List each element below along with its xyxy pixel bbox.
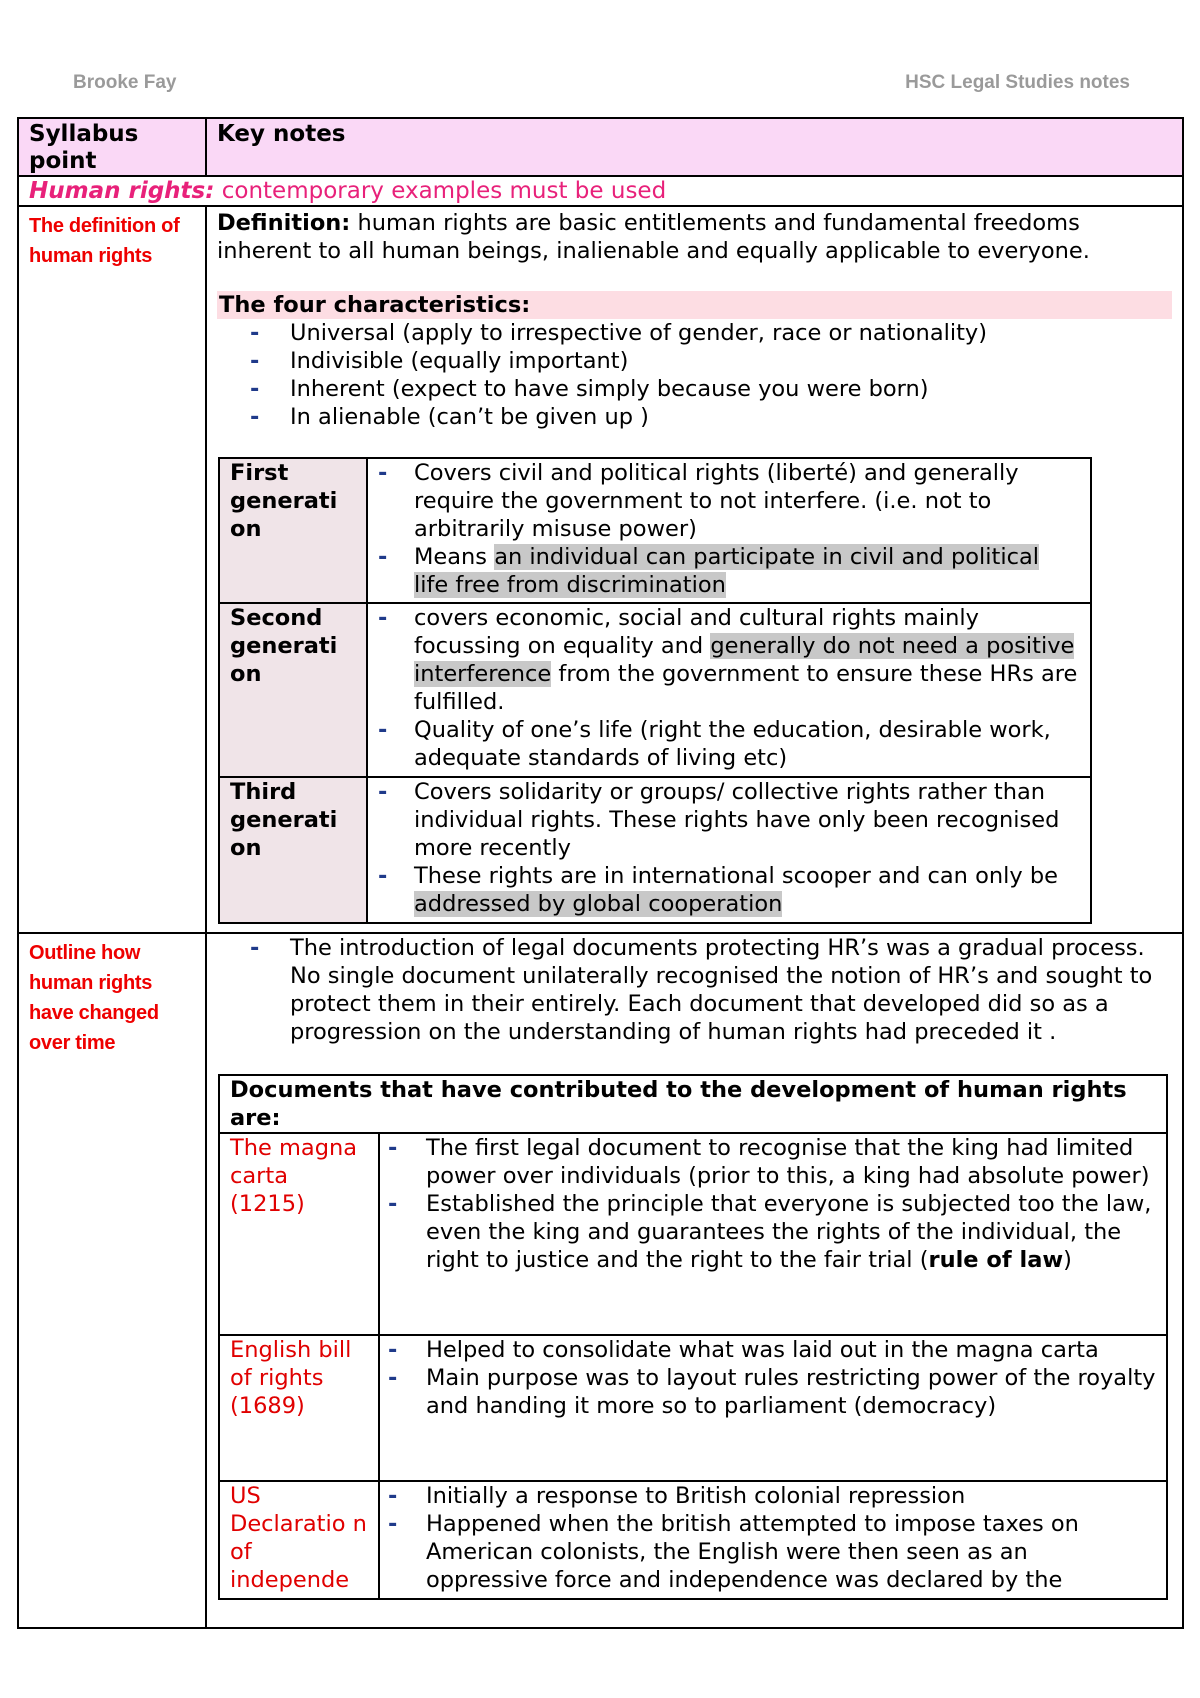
generation-notes [367,777,1091,923]
generation-label: First generati on [219,458,367,603]
header-author: Brooke Fay [73,72,177,93]
doc-notes [379,1481,1167,1599]
row-definition [18,206,1183,933]
list-item: - The introduction of legal documents protecting HR’s was a gradual process. No single document unilaterally recognised the notion of HR’s and sought to protect them in their entirely. Each document that developed did so as a progression on the understanding of human rights had preceded it . [217,934,1172,1046]
doc-row-us-declaration [219,1481,1167,1599]
generation-label: Third generati on [219,777,367,923]
list-item: - Covers solidarity or groups/ collective rights rather than individual rights. These rights have only been recognised more recently [378,778,1080,862]
doc-row-bill-of-rights [219,1335,1167,1481]
list-item: - Inherent (expect to have simply because you were born) [217,375,1172,403]
section-subtitle: contemporary examples must be used [214,178,667,204]
definition-label: Definition: [217,210,351,236]
definition-text: human rights are basic entitlements and fundamental freedoms inherent to all human beings, inalienable and equally applicable to everyone. [217,210,1090,264]
generations-table [218,457,1092,924]
doc-notes [379,1335,1167,1481]
list-item: - Helped to consolidate what was laid out in the magna carta [390,1336,1156,1364]
list-item: - Covers civil and political rights (liberté) and generally require the government to not interfere. (i.e. not to arbitrarily misuse power) [378,459,1080,543]
key-notes-history [206,933,1183,1628]
doc-row-magna-carta [219,1133,1167,1335]
generation-notes [367,458,1091,603]
generation-row-second [219,603,1091,777]
generation-row-third [219,777,1091,923]
key-notes-definition [206,206,1183,933]
notes-table [17,117,1184,1629]
section-heading [18,176,1183,206]
characteristics-list [217,319,1172,431]
characteristics-title: The four characteristics: [217,291,1172,319]
doc-label: English bill of rights (1689) [219,1335,379,1481]
col-key-notes: Key notes [206,118,1183,176]
text: These rights are in international scooper and can only be [414,863,1058,889]
text: from the government to ensure these HRs are fulfilled. [414,661,1078,715]
list-item: - Quality of one’s life (right the education, desirable work, adequate standards of living etc) [378,716,1080,772]
syllabus-point-history: Outline how human rights have changed over time [18,933,206,1628]
documents-table [218,1074,1168,1600]
list-item [390,1190,1156,1274]
row-history [18,933,1183,1628]
text: covers economic, social and cultural rights mainly focussing on equality and [414,605,979,659]
doc-label: The magna carta (1215) [219,1133,379,1335]
section-title: Human rights: [29,178,215,204]
text: Means [414,544,495,570]
doc-notes [379,1133,1167,1335]
list-item: - Happened when the british attempted to impose taxes on American colonists, the English were then seen as an oppressive force and independence was declared by the [390,1510,1156,1594]
text: Established the principle that everyone is subjected too the law, even the king and guarantees the rights of the individual, the right to justice and the right to the fair trial ( [426,1191,1152,1273]
documents-title: Documents that have contributed to the development of human rights are: [219,1075,1167,1133]
list-item [378,543,1080,599]
list-item [378,604,1080,716]
syllabus-point-definition: The definition of human rights [18,206,206,933]
table-header-row [18,118,1183,176]
list-item [378,862,1080,918]
highlighted-text: generally do not need a positive interference [414,633,1075,687]
list-item: - Main purpose was to layout rules restricting power of the royalty and handing it more so to parliament (democracy) [390,1364,1156,1420]
list-item: - Universal (apply to irrespective of gender, race or nationality) [217,319,1172,347]
generation-row-first [219,458,1091,603]
text: ) [1063,1247,1072,1273]
highlighted-text: addressed by global cooperation [414,891,783,917]
list-item: - Initially a response to British colonial repression [390,1482,1156,1510]
doc-label: US Declaratio n of independe [219,1481,379,1599]
section-row [18,176,1183,206]
highlighted-text: an individual can participate in civil and political life free from discrimination [414,544,1039,598]
header-subject: HSC Legal Studies notes [905,72,1130,93]
list-item: - In alienable (can’t be given up ) [217,403,1172,431]
bold-text: rule of law [928,1247,1064,1273]
generation-label: Second generati on [219,603,367,777]
list-item: - The first legal document to recognise that the king had limited power over individuals (prior to this, a king had absolute power) [390,1134,1156,1190]
definition-paragraph [217,209,1172,265]
documents-header-row [219,1075,1167,1133]
col-syllabus-point: Syllabus point [18,118,206,176]
list-item: - Indivisible (equally important) [217,347,1172,375]
generation-notes [367,603,1091,777]
